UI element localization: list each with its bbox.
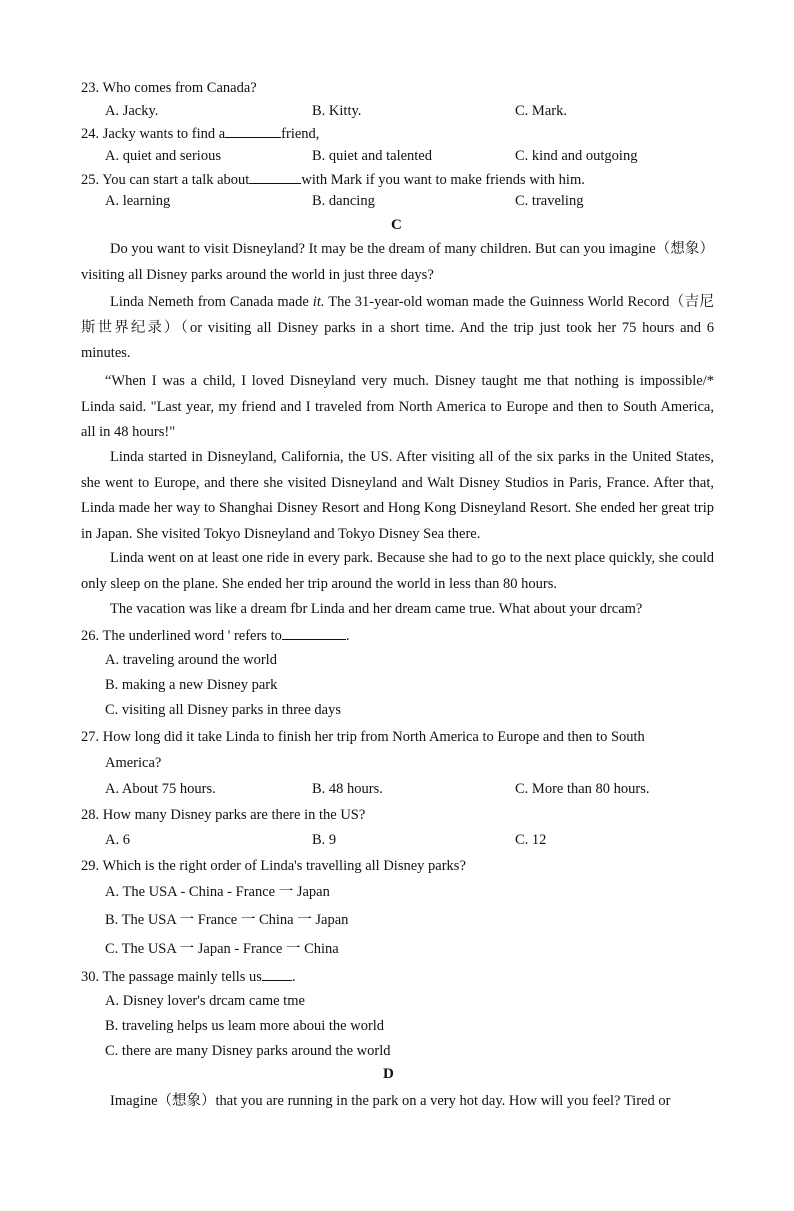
- question-27-option-b: B. 48 hours.: [312, 781, 383, 797]
- question-30-option-b: B. traveling helps us leam more aboui the world: [105, 1018, 385, 1034]
- question-24-option-b: B. quiet and talented: [312, 148, 432, 164]
- question-29-stem: 29. Which is the right order of Linda's travelling all Disney parks?: [81, 858, 466, 874]
- question-30-option-a: A. Disney lover's drcam came tme: [105, 993, 305, 1009]
- question-26-stem-start: 26. The underlined word ' refers to: [81, 628, 282, 644]
- passage-c-paragraph-3: [81, 369, 714, 446]
- question-27-stem-continued: America?: [105, 755, 162, 771]
- question-23-option-c: C. Mark.: [515, 103, 567, 119]
- question-text: 27. How long did it take Linda to finish her trip from North America to Europe and then to South: [81, 729, 645, 745]
- section-d-title: D: [383, 1066, 394, 1082]
- question-25-option-a: A. learning: [105, 193, 171, 209]
- paragraph-text: Do you want to visit Disneyland? It may be the dream of many children. But can you imagine（想象）visiting all Disney parks around the world in just three days?: [81, 241, 714, 283]
- answer-blank: [282, 625, 346, 640]
- answer-blank: [225, 123, 281, 138]
- answer-blank: [249, 169, 301, 184]
- question-28-option-c: C. 12: [515, 832, 547, 848]
- paragraph-text: Linda started in Disneyland, California, the US. After visiting all of the six parks in the United States, she went to Europe, and there she visited Disneyland and Walt Disney Studios in Paris, France. After that, Linda made her way to Shanghai Disney Resort and Hong Kong Disneyland Resort. She ended her great trip in Japan. She visited Tokyo Disneyland and Tokyo Disney Sea there.: [81, 449, 714, 542]
- question-29-option-a: A. The USA - China - France 一 Japan: [105, 884, 330, 900]
- section-c-title: C: [391, 217, 402, 233]
- question-24-stem: [81, 123, 319, 144]
- question-27-option-a: A. About 75 hours.: [105, 781, 216, 797]
- question-27-option-c: C. More than 80 hours.: [515, 781, 650, 797]
- paragraph-text: The 31-year-old woman made the Guinness World Record（吉尼斯世界纪录）（or visiting all Disney parks in a short time. And the trip just took her 75 hours and 6 minutes.: [81, 294, 714, 361]
- question-26-option-c: C. visiting all Disney parks in three days: [105, 702, 341, 718]
- question-26-stem: [81, 625, 349, 646]
- question-28-option-a: A. 6: [105, 832, 130, 848]
- paragraph-text: Imagine（想象）that you are running in the park on a very hot day. How will you feel? Tired or: [110, 1093, 671, 1109]
- answer-blank: [262, 966, 292, 981]
- question-24-stem-end: friend,: [281, 126, 320, 142]
- question-27-stem: [81, 724, 714, 750]
- question-25-stem-end: with Mark if you want to make friends with him.: [301, 172, 585, 188]
- passage-c-paragraph-6: [81, 597, 714, 623]
- question-30-option-c: C. there are many Disney parks around the world: [105, 1043, 391, 1059]
- question-25-option-b: B. dancing: [312, 193, 375, 209]
- paragraph-text: Linda went on at least one ride in every park. Because she had to go to the next place quickly, she could only sleep on the plane. She ended her trip around the world in less than 80 hours.: [81, 550, 714, 592]
- passage-c-paragraph-5: [81, 546, 714, 597]
- question-29-option-c: C. The USA 一 Japan - France 一 China: [105, 941, 339, 957]
- passage-c-paragraph-1: [81, 237, 714, 288]
- paragraph-text: Linda Nemeth from Canada made: [110, 294, 313, 310]
- question-30-stem-start: 30. The passage mainly tells us: [81, 969, 262, 985]
- question-23-option-b: B. Kitty.: [312, 103, 362, 119]
- question-26-option-a: A. traveling around the world: [105, 652, 277, 668]
- question-29-option-b: B. The USA 一 France 一 China 一 Japan: [105, 912, 349, 928]
- paragraph-text: The vacation was like a dream fbr Linda and her dream came true. What about your drcam?: [110, 601, 643, 617]
- question-26-stem-end: .: [345, 628, 350, 644]
- question-24-stem-start: 24. Jacky wants to find a: [81, 126, 226, 142]
- question-23-option-a: A. Jacky.: [105, 103, 159, 119]
- passage-d-paragraph-1: [81, 1089, 714, 1115]
- question-25-stem: [81, 169, 585, 190]
- passage-c-paragraph-2: [81, 290, 714, 367]
- question-28-stem: 28. How many Disney parks are there in the US?: [81, 807, 366, 823]
- question-24-option-a: A. quiet and serious: [105, 148, 221, 164]
- question-23-stem: 23. Who comes from Canada?: [81, 80, 257, 96]
- passage-c-paragraph-4: [81, 445, 714, 547]
- underlined-word: it.: [312, 294, 325, 310]
- question-26-option-b: B. making a new Disney park: [105, 677, 278, 693]
- question-28-option-b: B. 9: [312, 832, 337, 848]
- question-25-option-c: C. traveling: [515, 193, 584, 209]
- question-30-stem-end: .: [291, 969, 296, 985]
- question-30-stem: [81, 966, 296, 987]
- question-25-stem-start: 25. You can start a talk about: [81, 172, 250, 188]
- paragraph-text: “When I was a child, I loved Disneyland very much. Disney taught me that nothing is impossible/* Linda said. "Last year, my friend and I traveled from North America to Europe and then to South America, all in 48 hours!": [81, 373, 714, 440]
- question-24-option-c: C. kind and outgoing: [515, 148, 638, 164]
